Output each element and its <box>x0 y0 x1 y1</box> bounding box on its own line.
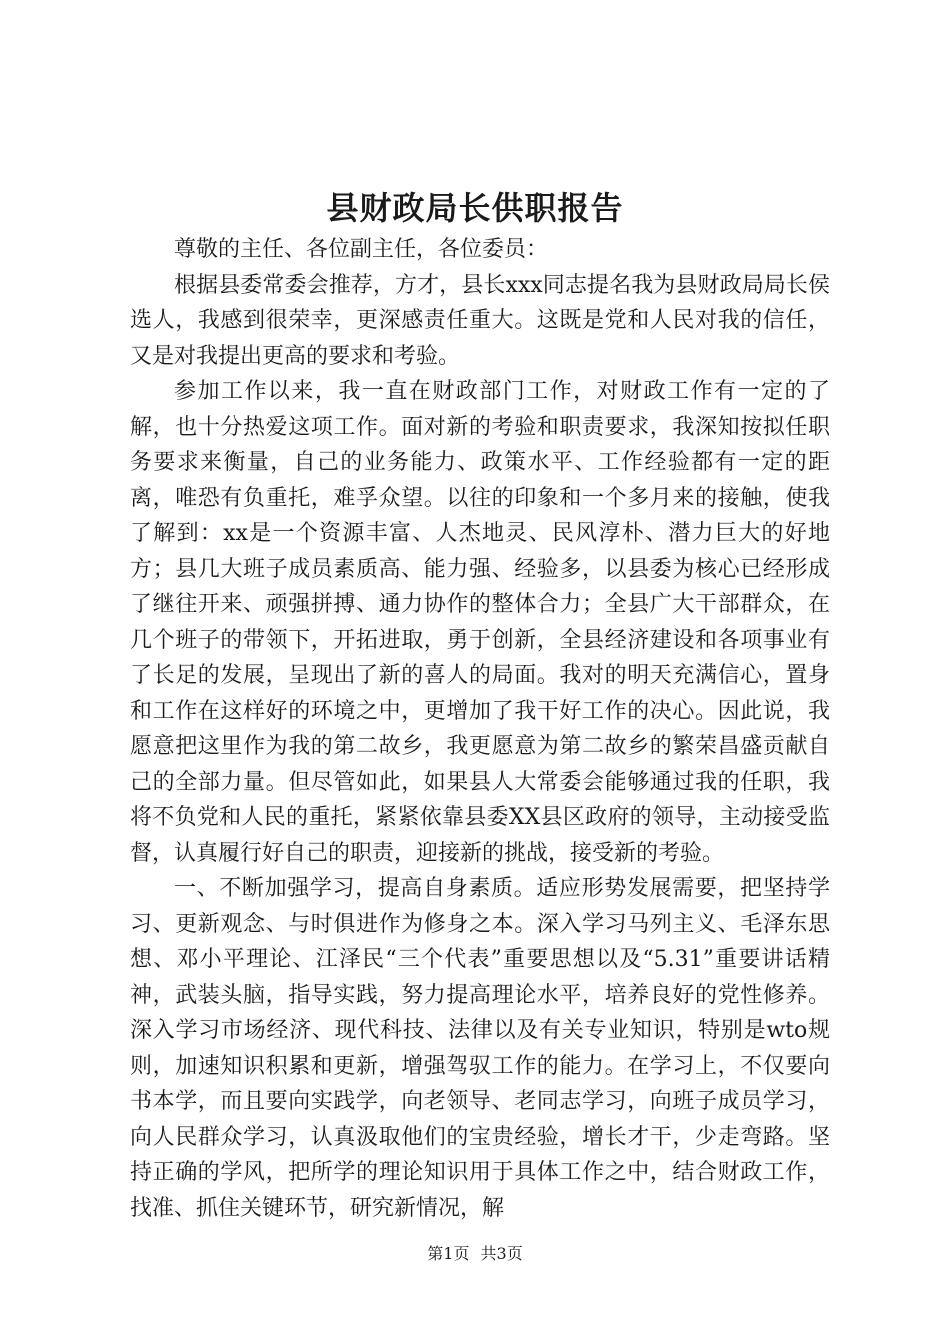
document-body <box>130 232 830 1226</box>
page-total: 共3页 <box>480 1244 523 1263</box>
paragraph-nomination: 根据县委常委会推荐，方才，县长xxx同志提名我为县财政局局长侯选人，我感到很荣幸，更深感责任重大。这既是党和人民对我的信任，又是对我提出更高的要求和考验。 <box>130 272 830 369</box>
page-footer <box>0 1242 950 1266</box>
page-number: 第1页 <box>427 1244 470 1263</box>
paragraph-study: 一、不断加强学习，提高自身素质。适应形势发展需要，把坚持学习、更新观念、与时俱进作为修身之本。深入学习马列主义、毛泽东思想、邓小平理论、江泽民“三个代表”重要思想以及“5.31”重要讲话精神，武装头脑，指导实践，努力提高理论水平，培养良好的党性修养。深入学习市场经济、现代科技、法律以及有关专业知识，特别是wto规则，加速知识积累和更新，增强驾驭工作的能力。在学习上，不仅要向书本学，而且要向实践学，向老领导、老同志学习，向班子成员学习，向人民群众学习，认真汲取他们的宝贵经验，增长才干，少走弯路。坚持正确的学风，把所学的理论知识用于具体工作之中，结合财政工作，找准、抓住关键环节，研究新情况，解 <box>130 876 830 1221</box>
document-title: 县财政局长供职报告 <box>326 189 624 227</box>
paragraph-experience: 参加工作以来，我一直在财政部门工作，对财政工作有一定的了解，也十分热爱这项工作。面对新的考验和职责要求，我深知按拟任职务要求来衡量，自己的业务能力、政策水平、工作经验都有一定的距离，唯恐有负重托，难孚众望。以往的印象和一个多月来的接触，使我了解到：xx是一个资源丰富、人杰地灵、民风淳朴、潜力巨大的好地方；县几大班子成员素质高、能力强、经验多，以县委为核心已经形成了继往开来、顽强拼搏、通力协作的整体合力；全县广大干部群众，在几个班子的带领下，开拓进取，勇于创新，全县经济建设和各项事业有了长足的发展，呈现出了新的喜人的局面。我对的明天充满信心，置身和工作在这样好的环境之中，更增加了我干好工作的决心。因此说，我愿意把这里作为我的第二故乡，我更愿意为第二故乡的繁荣昌盛贡献自己的全部力量。但尽管如此，如果县人大常委会能够通过我的任职，我将不负党和人民的重托，紧紧依靠县委XX县区政府的领导，主动接受监督，认真履行好自己的职责，迎接新的挑战，接受新的考验。 <box>130 379 830 866</box>
salutation: 尊敬的主任、各位副主任，各位委员： <box>174 237 549 262</box>
